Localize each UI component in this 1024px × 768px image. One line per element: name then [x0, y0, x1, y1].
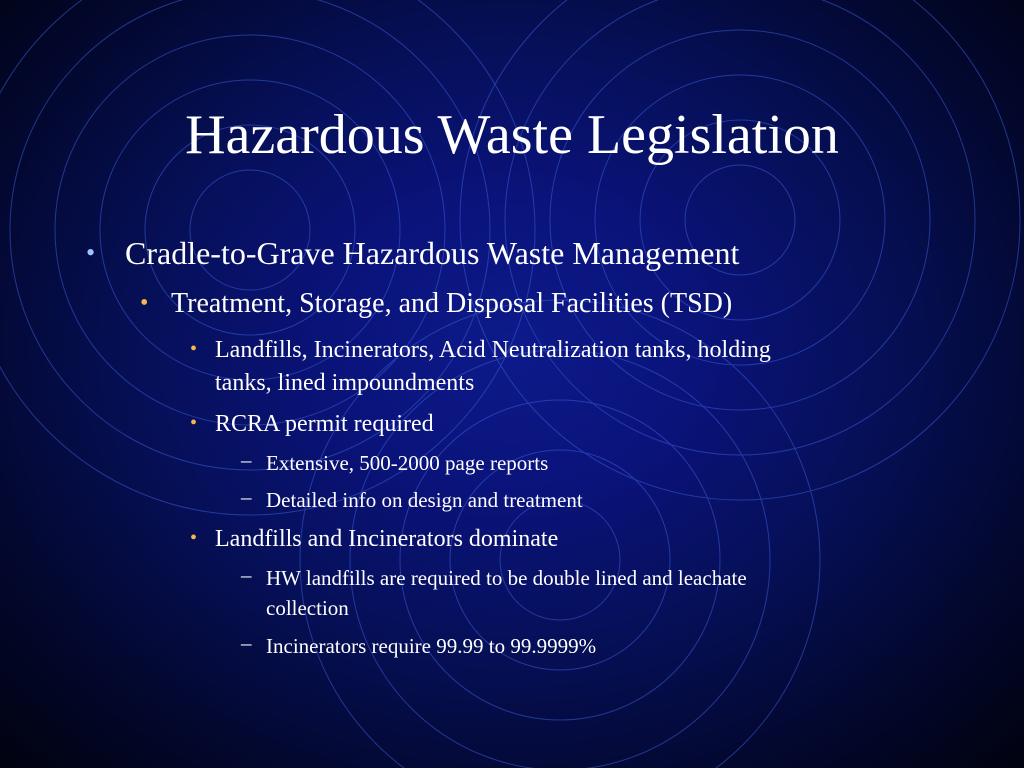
bullet-dot-icon: •: [86, 238, 96, 267]
dash-icon: –: [241, 563, 252, 587]
bullet-text-line-2: tanks, lined impoundments: [215, 370, 475, 396]
bullet-text: Cradle-to-Grave Hazardous Waste Management: [125, 235, 740, 271]
dash-icon: –: [241, 631, 252, 655]
bullet-text: Incinerators require 99.99 to 99.9999%: [266, 634, 597, 658]
bullet-text: Detailed info on design and treatment: [266, 488, 583, 512]
bullet-dot-icon: •: [140, 290, 149, 316]
bullet-text: RCRA permit required: [215, 411, 434, 437]
bullet-text-line-1: HW landfills are required to be double lined and leachate: [266, 566, 747, 590]
bullet-text: Landfills and Incinerators dominate: [215, 526, 559, 552]
dash-icon: –: [241, 448, 252, 472]
bullet-text-line-2: collection: [266, 596, 349, 620]
bullet-dot-icon: •: [190, 527, 198, 549]
bullet-text-line-1: Landfills, Incinerators, Acid Neutralization tanks, holding: [215, 337, 771, 363]
slide-title: Hazardous Waste Legislation: [185, 104, 839, 166]
bullet-dot-icon: •: [190, 412, 198, 434]
bullet-text: Extensive, 500-2000 page reports: [266, 451, 549, 475]
dash-icon: –: [241, 485, 252, 509]
bullet-dot-icon: •: [190, 338, 198, 360]
bullet-text: Treatment, Storage, and Disposal Facilities (TSD): [171, 288, 733, 319]
